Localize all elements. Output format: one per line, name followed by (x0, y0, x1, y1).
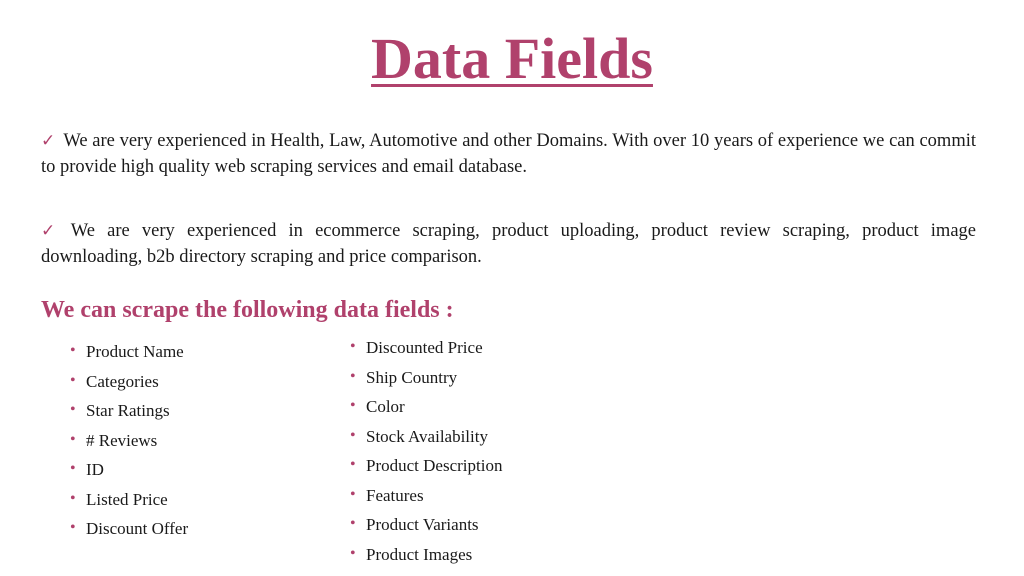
list-item (350, 422, 502, 452)
bullet-icon: • (70, 430, 76, 448)
field-label: Product Description (366, 456, 503, 475)
bullet-icon: • (70, 401, 76, 418)
list-item (350, 510, 502, 540)
intro-paragraph-ecommerce (41, 218, 976, 270)
list-item (350, 540, 502, 570)
bullet-icon: • (70, 489, 76, 507)
field-label: Features (366, 485, 424, 505)
checkmark-icon: ✓ (41, 221, 63, 241)
bullet-icon: • (350, 515, 356, 532)
list-item (70, 367, 188, 397)
field-label: Product Variants (366, 515, 479, 534)
field-label: Color (366, 397, 405, 416)
bullet-icon: • (350, 456, 356, 473)
field-label: Discounted Price (366, 338, 483, 357)
list-item (350, 363, 502, 393)
bullet-icon: • (350, 338, 356, 355)
bullet-icon: • (70, 519, 76, 536)
list-item (70, 455, 188, 485)
field-label: Categories (86, 371, 159, 391)
bullet-icon: • (350, 397, 356, 414)
paragraph-text: We are very experienced in ecommerce scraping, product uploading, product review scraping, product image downloading, b2b directory scraping and price comparison. (41, 221, 976, 267)
list-item (70, 426, 188, 456)
bullet-icon: • (350, 485, 356, 503)
page-title: Data Fields (371, 26, 653, 91)
list-item (350, 481, 502, 511)
field-label: Star Ratings (86, 401, 170, 420)
list-item (350, 451, 502, 481)
field-label: ID (86, 460, 104, 479)
list-item (70, 337, 188, 367)
data-fields-list-right (350, 333, 502, 569)
field-label: Ship Country (366, 367, 458, 387)
bullet-icon: • (70, 342, 76, 359)
bullet-icon: • (350, 544, 356, 562)
data-fields-heading: We can scrape the following data fields : (41, 297, 454, 323)
bullet-icon: • (70, 460, 76, 477)
bullet-icon: • (70, 371, 76, 389)
field-label: Product Name (86, 342, 184, 361)
field-label: Listed Price (86, 489, 168, 509)
bullet-icon: • (350, 367, 356, 385)
intro-paragraph-health (41, 128, 976, 180)
data-fields-list-left (70, 337, 188, 544)
paragraph-text: We are very experienced in Health, Law, Automotive and other Domains. With over 10 years of experience we can commit to provide high quality web scraping services and email database. (41, 131, 976, 177)
list-item (70, 514, 188, 544)
bullet-icon: • (350, 426, 356, 444)
list-item (70, 485, 188, 515)
field-label: Product Images (366, 544, 473, 564)
field-label: Stock Availability (366, 426, 488, 446)
checkmark-icon: ✓ (41, 131, 56, 151)
field-label: # Reviews (86, 430, 158, 450)
list-item (70, 396, 188, 426)
field-label: Discount Offer (86, 519, 189, 538)
list-item (350, 392, 502, 422)
list-item (350, 333, 502, 363)
